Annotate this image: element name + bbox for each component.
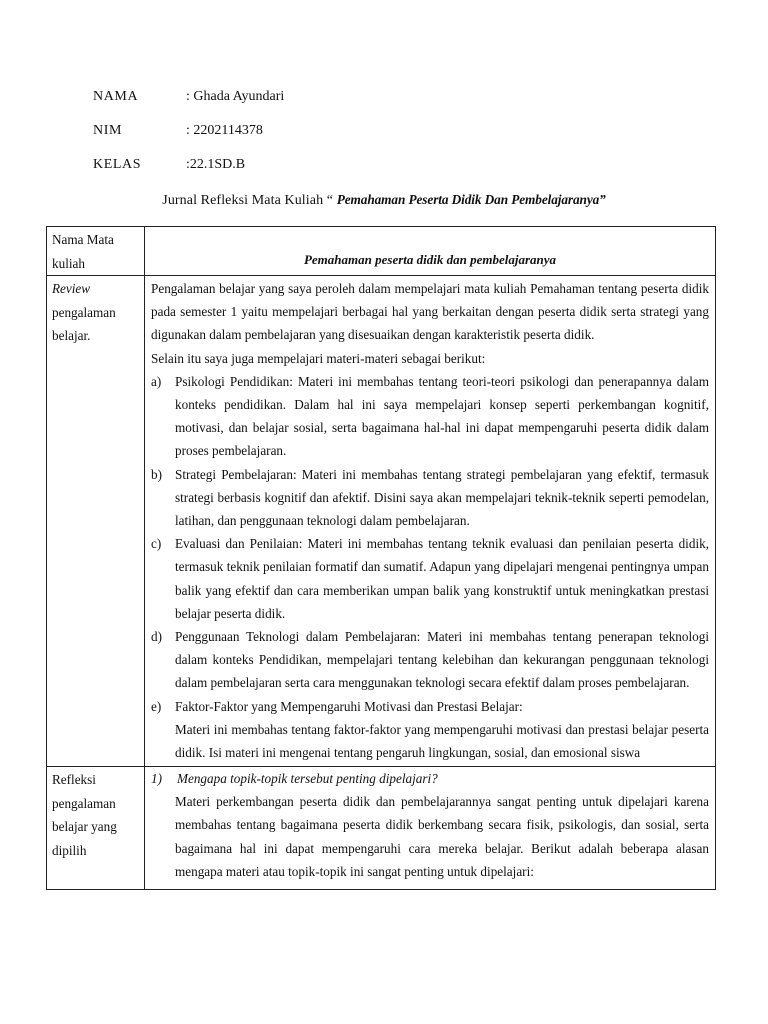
list-item [151,532,709,625]
list-item-text: Penggunaan Teknologi dalam Pembelajaran: Materi ini membahas tentang penerapan teknologi dalam konteks Pendidikan, mempelajari tentang kelebihan dan kekurangan penggunaan teknologi dalam pembelajaran serta cara menggunakan teknologi secara efektif dalam proses pembelajaran. [175,629,709,691]
list-item [151,370,709,463]
course-value-cell [145,227,716,276]
kelas-label: KELAS [93,157,142,172]
list-marker: d) [151,629,162,645]
reflection-label: Refleksi pengalaman belajar yang dipilih [52,772,117,858]
nim-label: NIM [93,123,123,138]
question-text: Mengapa topik-topik tersebut penting dipelajari? [177,771,438,787]
title-prefix: Jurnal Refleksi Mata Kuliah “ [162,193,337,208]
list-item-text: Faktor-Faktor yang Mempengaruhi Motivasi dan Prestasi Belajar: [175,698,523,714]
review-body-cell [145,276,716,767]
list-marker: c) [151,536,162,552]
course-label-cell [47,227,145,276]
review-label-cell [47,276,145,767]
review-intro: Pengalaman belajar yang saya peroleh dalam mempelajari mata kuliah Pemahaman tentang peserta didik pada semester 1 yaitu mempelajari berbagai hal yang berkaitan dengan peserta didik serta strategi yang digunakan dalam pembelajaran yang disesuaikan dengan karakteristik peserta didik. [151,281,709,343]
list-marker: b) [151,466,162,482]
table-row-review [47,276,716,767]
item-e-detail: Materi ini membahas tentang faktor-faktor yang mempengaruhi motivasi dan prestasi belajar peserta didik. Isi materi ini mengenai tentang pengaruh lingkungan, sosial, dan emosional siswa [175,721,709,761]
list-marker: e) [151,698,162,714]
course-label: Nama Mata kuliah [52,232,114,271]
material-list [151,370,709,718]
list-marker: a) [151,373,162,389]
question-number: 1) [151,771,162,787]
kelas-value: :22.1SD.B [186,157,246,172]
reflection-label-cell [47,767,145,890]
list-item-text: Strategi Pembelajaran: Materi ini membahas tentang strategi pembelajaran yang efektif, termasuk strategi berbasis kognitif dan afektif. Disini saya akan mempelajari teknik-teknik seperti pemodelan, latihan, dan penggunaan teknologi dalam pembelajaran. [175,466,709,529]
table-row-reflection [47,767,716,890]
course-value: Pemahaman peserta didik dan pembelajaranya [303,252,557,267]
nama-label: NAMA [93,89,139,104]
review-label-italic: Review [52,281,91,296]
reflection-answer: Materi perkembangan peserta didik dan pembelajarannya sangat penting untuk dipelajari karena membahas tentang bagaimana peserta didik berkembang secara fisik, psikologis, dan sosial, serta bagaimana hal ini dapat mempengaruhi cara mereka belajar. Berikut adalah beberapa alasan mengapa materi atau topik-topik ini sangat penting untuk dipelajari: [175,794,709,879]
reflection-body-cell [145,767,716,890]
reflection-question [151,767,709,790]
list-item [151,695,709,718]
list-item [151,625,709,695]
list-item-text: Evaluasi dan Penilaian: Materi ini membahas tentang teknik evaluasi dan penilaian peserta didik, termasuk teknik penilaian formatif dan sumatif. Adapun yang dipelajari mengenai pentingnya umpan balik yang efektif dan cara memberikan umpan balik yang konstruktif untuk meningkatkan prestasi belajar peserta didik. [175,536,709,621]
review-label-rest: pengalaman belajar. [52,304,116,343]
review-intro-2: Selain itu saya juga mempelajari materi-materi sebagai berikut: [151,350,486,366]
table-row-course [47,227,716,276]
nim-value: : 2202114378 [186,123,263,138]
nama-value: : Ghada Ayundari [186,89,285,104]
title-course: Pemahaman Peserta Didik Dan Pembelajaranya” [336,192,606,207]
list-item-text: Psikologi Pendidikan: Materi ini membahas tentang teori-teori psikologi dan penerapannya dalam konteks pendidikan. Dalam hal ini saya mempelajari konsep seperti perkembangan kognitif, motivasi, dan belajar sosial, serta bagaimana hal-hal ini dapat mempengaruhi peserta didik dalam proses pembelajaran. [175,373,709,459]
document-title [0,192,768,209]
journal-table [46,226,716,890]
list-item [151,463,709,533]
